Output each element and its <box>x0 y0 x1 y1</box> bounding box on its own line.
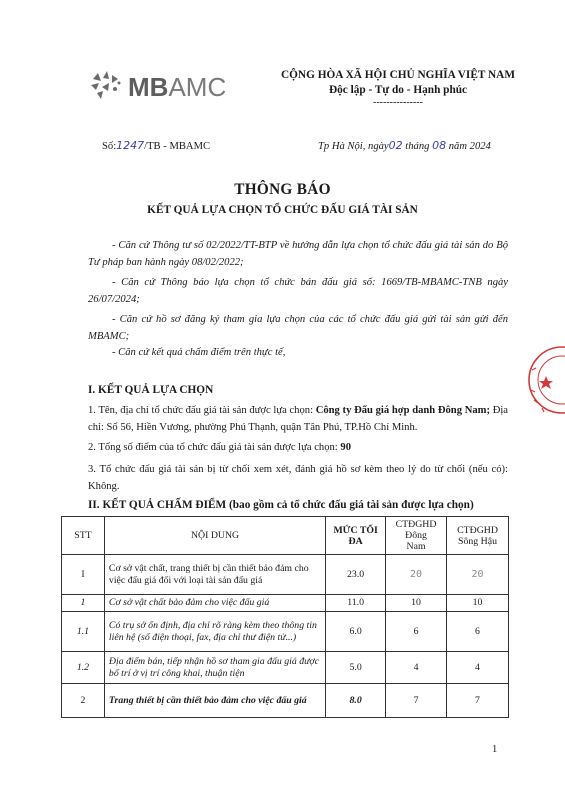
section-1-item-1: 1. Tên, địa chỉ tổ chức đấu giá tài sản được lựa chọn: Công ty Đấu giá hợp danh Đông Nam; Địa chỉ: Số 56, Hiền Vương, phường Phú Thạnh, quận Tân Phú, TP.Hồ Chí Minh. <box>88 405 508 433</box>
section-1-item-3: 3. Tổ chức đấu giá tài sản bị từ chối xem xét, đánh giá hồ sơ kèm theo lý do từ chối (nếu có): Không. <box>88 464 508 492</box>
section-1-heading: I. KẾT QUẢ LỰA CHỌN <box>88 384 214 396</box>
header-max: MỨC TỐI ĐA <box>326 517 386 555</box>
handwritten-day: 02 <box>388 139 403 152</box>
section-2-heading: II. KẾT QUẢ CHẤM ĐIỂM (bao gồm cả tổ chức đấu giá tài sản được lựa chọn) <box>88 499 474 511</box>
handwritten-month: 08 <box>432 139 447 152</box>
motto-divider: --------------- <box>373 97 423 108</box>
national-motto <box>262 68 534 108</box>
basis-item: - Căn cứ hồ sơ đăng ký tham gia lựa chọn của các tổ chức đấu giá gửi tài sản gửi đến MBAMC; <box>88 314 508 342</box>
basis-item: - Căn cứ kết quả chấm điểm trên thực tế, <box>112 347 286 358</box>
score-table <box>61 516 509 718</box>
legal-basis <box>88 238 508 362</box>
header-content: NỘI DUNG <box>104 517 325 555</box>
document-number: Số:1247/TB - MBAMC <box>102 139 211 152</box>
basis-item: - Căn cứ Thông tư số 02/2022/TT-BTP về hướng dẫn lựa chọn tổ chức đấu giá tài sản do Bộ Tư pháp ban hành ngày 08/02/2022; <box>88 240 508 268</box>
header-col1: CTĐGHD Đông Nam <box>386 517 447 555</box>
total-score: 90 <box>340 442 351 453</box>
page-number: 1 <box>492 744 498 755</box>
reference-line <box>0 139 565 157</box>
section-1-item-2: 2. Tổng số điểm của tổ chức đấu giá tài sản được lựa chọn: 90 <box>88 442 351 453</box>
document-title: THÔNG BÁO <box>234 181 331 198</box>
motto-line-1: CỘNG HÒA XÃ HỘI CHỦ NGHĨA VIỆT NAM <box>280 69 516 81</box>
logo-text: MBAMC <box>128 72 227 102</box>
selected-organization-name: Công ty Đấu giá hợp danh Đông Nam; <box>315 405 490 416</box>
table-row: 1 Cơ sở vật chất bảo đảm cho việc đấu giá 11.0 10 10 <box>62 595 509 612</box>
place-date: Tp Hà Nội, ngày02 tháng 08 năm 2024 <box>318 139 491 152</box>
document-subtitle: KẾT QUẢ LỰA CHỌN TỔ CHỨC ĐẤU GIÁ TÀI SẢN <box>147 204 418 216</box>
basis-item: - Căn cứ Thông báo lựa chọn tổ chức bán đấu giá số: 1669/TB-MBAMC-TNB ngày 26/07/2024; <box>88 277 508 305</box>
header-col2: CTĐGHD Sông Hậu <box>447 517 509 555</box>
table-row: 1.1 Có trụ sở ổn định, địa chỉ rõ ràng kèm theo thông tin liên hệ (số điện thoại, fax, địa chỉ thư điện tử...) 6.0 6 6 <box>62 612 509 652</box>
table-row: 2 Trang thiết bị cần thiết bảo đảm cho việc đấu giá 8.0 7 7 <box>62 684 509 718</box>
table-header-row <box>62 517 509 555</box>
header-stt: STT <box>62 517 105 555</box>
table-row: 1.2 Địa điểm bán, tiếp nhận hồ sơ tham gia đấu giá được bố trí ở vị trí công khai, thuận tiện 5.0 4 4 <box>62 652 509 684</box>
handwritten-number: 1247 <box>116 139 145 152</box>
mb-star-logo-icon <box>88 69 126 106</box>
table-row: I Cơ sở vật chất, trang thiết bị cần thiết bảo đảm cho việc đấu giá đối với loại tài sản đấu giá 23.0 20 20 <box>62 555 509 595</box>
motto-line-2: Độc lập - Tự do - Hạnh phúc <box>328 84 468 96</box>
company-logo <box>88 70 238 104</box>
red-seal-stamp <box>520 340 565 420</box>
